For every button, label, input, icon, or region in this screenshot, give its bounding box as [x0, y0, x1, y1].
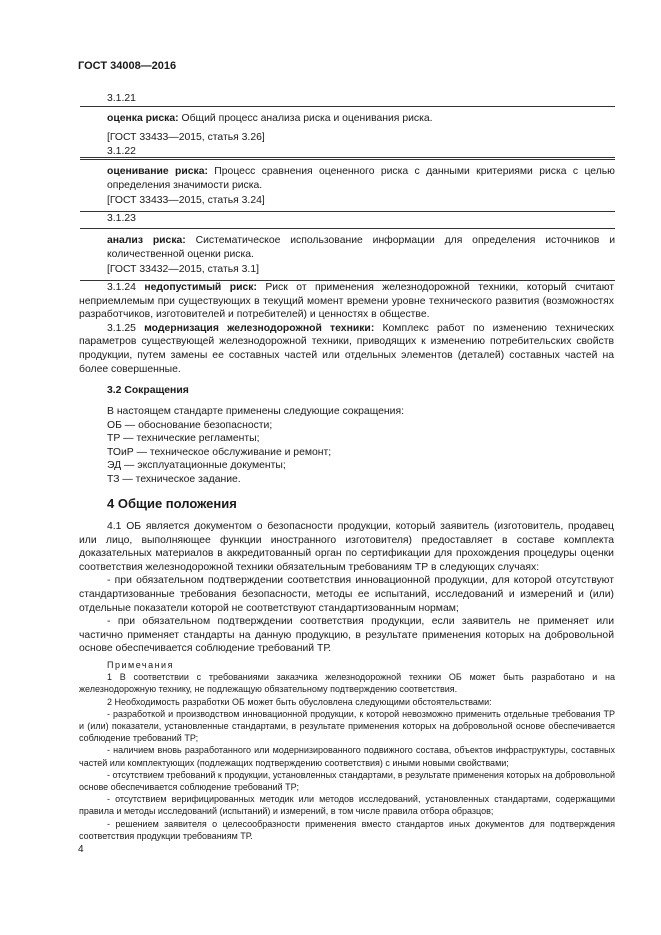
term-text: Общий процесс анализа риска и оценивания риска. [178, 113, 433, 124]
term: модернизация железнодорожной техники: [144, 322, 375, 334]
term-number: 3.1.21 [107, 93, 136, 104]
note-bullet: - решением заявителя о целесообразности применения вместо стандартов иных документов для подтверждения соответствия продукции требованиям ТР. [79, 818, 615, 841]
term-text: Процесс сравнения оцененного риска с данными критериями риска с целью определения значимости риска. [107, 166, 615, 191]
list-item: ЭД — эксплуатационные документы; [107, 460, 286, 472]
section-heading: 4 Общие положения [107, 496, 237, 511]
term: анализ риска: [107, 235, 186, 246]
term-number: 3.1.25 [107, 322, 136, 334]
term-text: Риск от применения железнодорожной техники, который считают неприемлемым при существующих в текущий момент времени уровне технического развития (возможностях разработчиков, изготовителей и потребителей) и ценностях в обществе. [79, 282, 615, 321]
paragraph: 4.1 ОБ является документом о безопасности продукции, который заявитель (изготовитель, продавец или лицо, выполняющее функции иностранного изготовителя) предоставляет в составе комплекта доказательных материалов в аккредитованный орган по сертификации для прохождения процедуры оценки соответствия железнодорожной техники обязательным требованиям ТР в следующих случаях: [79, 521, 614, 573]
list-item: ТЗ — техническое задание. [107, 473, 241, 485]
note: 1 В соответствии с требованиями заказчика железнодорожной техники ОБ может быть разработано и на железнодорожную технику, не подлежащую обязательному подтверждению соответствия. [79, 672, 615, 695]
term-text: Комплекс работ по изменению технических параметров существующей железнодорожной техники, приводящих к изменению потребительских свойств продукции, путем замены ее составных частей или отдельных элементов (деталей) составных частей на более совершенные. [79, 322, 614, 375]
term: оценивание риска: [107, 166, 208, 177]
term: недопустимый риск: [144, 282, 257, 293]
term: оценка риска: [107, 113, 179, 124]
page-number: 4 [78, 844, 84, 855]
definition-block [79, 281, 614, 376]
list-item: ТОиР — техническое обслуживание и ремонт; [107, 446, 332, 458]
list-intro: В настоящем стандарте применены следующие сокращения: [107, 406, 404, 417]
definition-box [80, 228, 615, 281]
notes-title: Примечания [107, 660, 174, 670]
definition-box [80, 159, 615, 212]
note: 2 Необходимость разработки ОБ может быть обусловлена следующими обстоятельствами: [107, 696, 492, 707]
note-bullet: - наличием вновь разработанного или модернизированного подвижного состава, объектов инфраструктуры, составных частей или комплектующих (подлежащих подтверждению соответствия) с иными новыми свойствами; [79, 745, 615, 768]
term-reference: [ГОСТ 33433—2015, статья 3.26] [107, 131, 265, 143]
term-text: Систематическое использование информации для определения источников и количественной оценки риска. [107, 235, 616, 260]
document-header: ГОСТ 34008—2016 [78, 60, 177, 72]
list-item: ТР — технические регламенты; [107, 433, 260, 445]
term-number: 3.1.23 [107, 213, 136, 224]
note-bullet: - разработкой и производством инновационной продукции, к которой невозможно применить отдельные требования ТР и (или) показатели, установленные стандартами, в результате применения которых на добровольной основе обеспечивается соблюдение требований ТР; [79, 708, 615, 744]
note-bullet: - отсутствием требований к продукции, установленных стандартами, в результате применения которых на добровольной основе обеспечивается соблюдение требований ТР; [79, 769, 615, 793]
section-heading: 3.2 Сокращения [107, 385, 189, 396]
term-reference: [ГОСТ 33433—2015, статья 3.24] [107, 195, 265, 207]
note-bullet: - отсутствием верифицированных методик или методов исследований, установленных стандартами, содержащими правила и методы исследований (испытаний) и измерений, в том числе правила отбора образцов; [79, 794, 615, 817]
bullet-item: - при обязательном подтверждении соответствия инновационной продукции, для которой отсутствуют стандартизованные требования безопасности, методы ее испытаний, исследований и измерений и (или) отдельные показатели которой не соответствуют стандартизованным нормам; [79, 575, 614, 614]
notes-block [79, 659, 615, 842]
term-reference: [ГОСТ 33432—2015, статья 3.1] [107, 264, 259, 276]
list-item: ОБ — обоснование безопасности; [107, 419, 273, 431]
bullet-item: - при обязательном подтверждении соответствия продукции, если заявитель не применяет или частично применяет стандарты на данную продукцию, в результате применения которых на добровольной основе обеспечивается соблюдение требований ТР. [79, 616, 614, 655]
abbreviation-list [107, 405, 404, 487]
section-body [79, 520, 614, 656]
term-number: 3.1.24 [107, 282, 136, 293]
term-number: 3.1.22 [107, 146, 136, 157]
definition-box [80, 106, 615, 158]
